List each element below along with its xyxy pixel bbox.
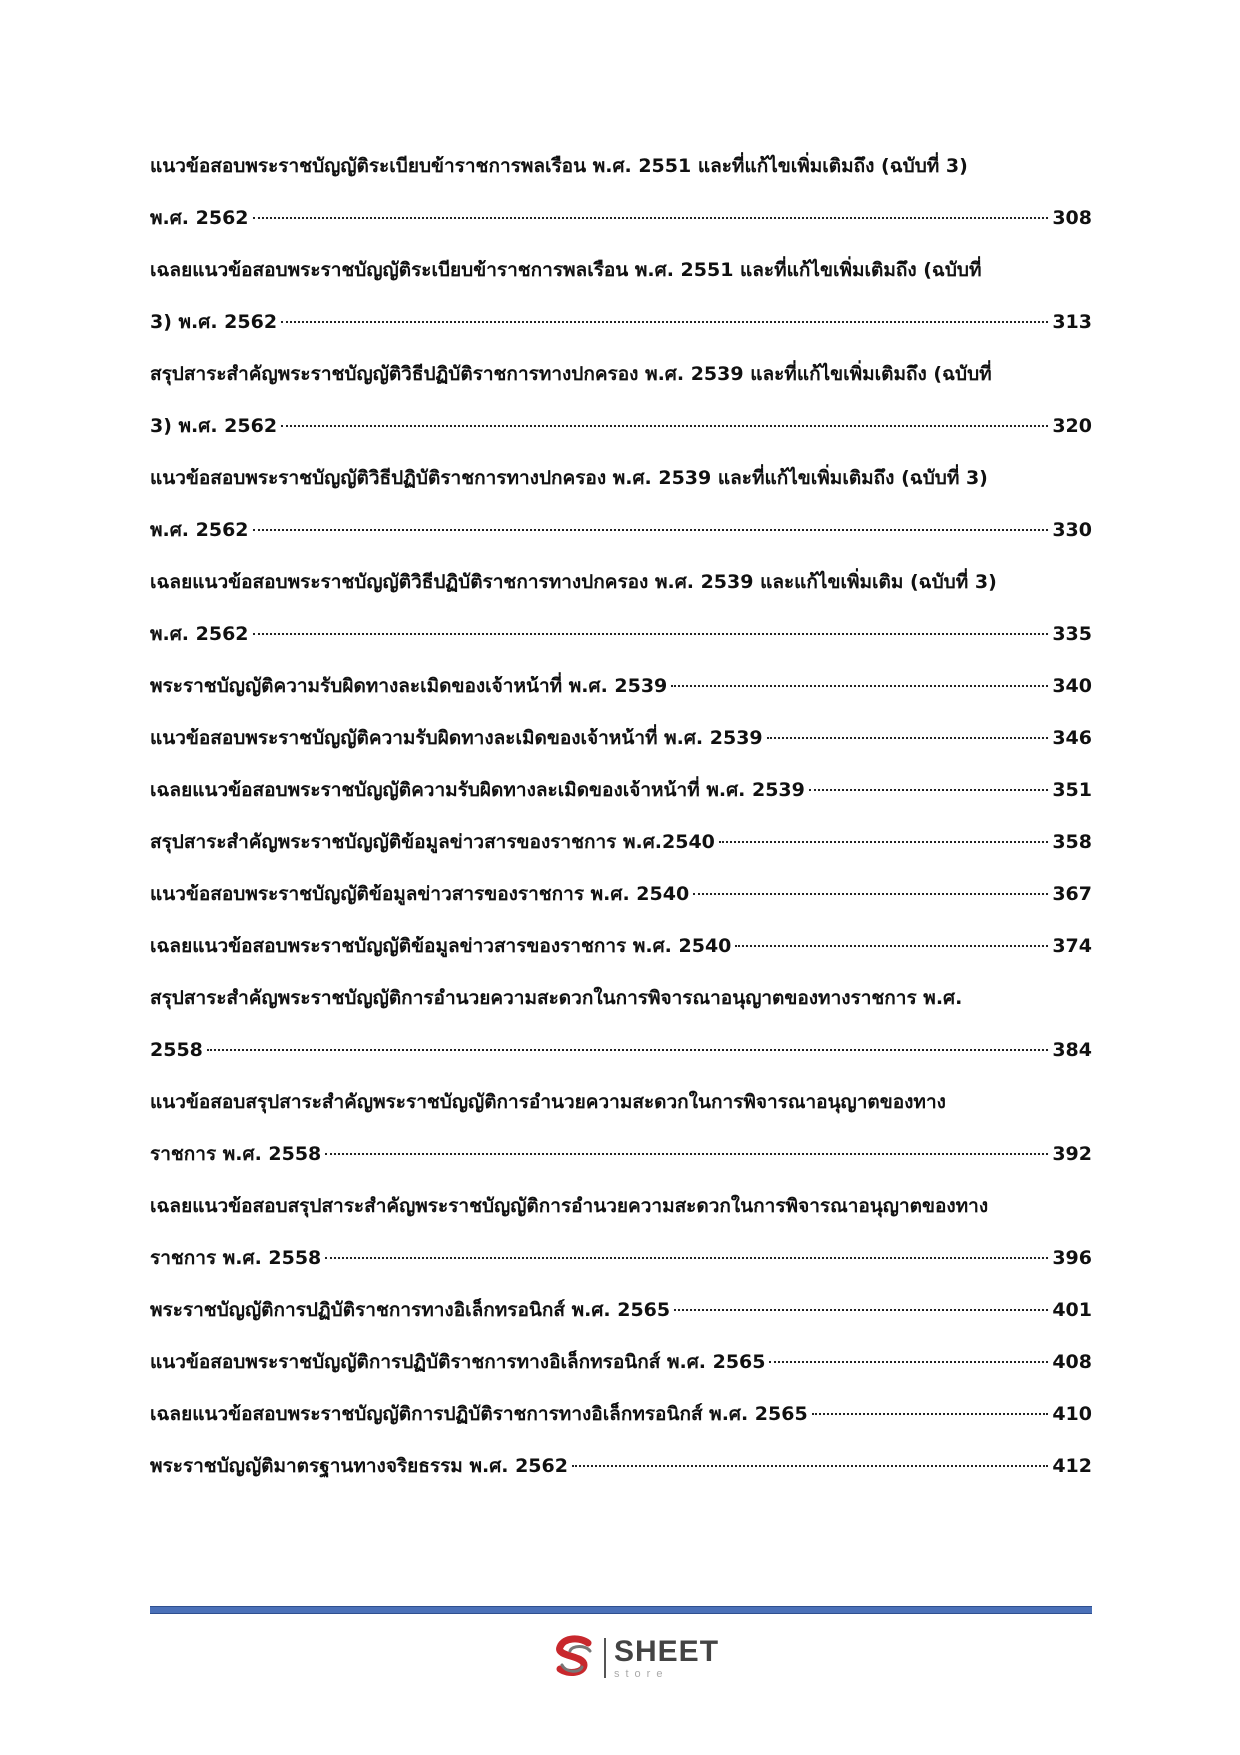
toc-entry[interactable] bbox=[150, 1336, 1092, 1388]
toc-entry-title: แนวข้อสอบพระราชบัญญัติการปฏิบัติราชการทางอิเล็กทรอนิกส์ พ.ศ. 2565 bbox=[150, 1351, 766, 1373]
toc-entry-title: พระราชบัญญัติมาตรฐานทางจริยธรรม พ.ศ. 2562 bbox=[150, 1455, 568, 1477]
logo-text bbox=[614, 1634, 720, 1680]
toc-page-number: 320 bbox=[1052, 415, 1092, 437]
dot-leader bbox=[281, 321, 1048, 323]
dot-leader bbox=[767, 737, 1049, 739]
toc-entry-leader-line bbox=[150, 1336, 1092, 1388]
toc-entry[interactable] bbox=[150, 1180, 1092, 1284]
toc-entry-leader-line bbox=[150, 400, 1092, 452]
dot-leader bbox=[809, 789, 1048, 791]
logo-subtitle: store bbox=[614, 1667, 669, 1680]
toc-entry[interactable] bbox=[150, 920, 1092, 972]
toc-page-number: 384 bbox=[1052, 1039, 1092, 1061]
logo-divider bbox=[604, 1638, 606, 1678]
toc-entry-title: เฉลยแนวข้อสอบพระราชบัญญัติวิธีปฏิบัติราชการทางปกครอง พ.ศ. 2539 และแก้ไขเพิ่มเติม (ฉบับที่ 3) bbox=[150, 571, 997, 593]
toc-entry-title: แนวข้อสอบพระราชบัญญัติข้อมูลข่าวสารของราชการ พ.ศ. 2540 bbox=[150, 883, 690, 905]
toc-entry-title: เฉลยแนวข้อสอบสรุปสาระสำคัญพระราชบัญญัติการอำนวยความสะดวกในการพิจารณาอนุญาตของทาง bbox=[150, 1195, 989, 1217]
toc-entry-leader-line bbox=[150, 1284, 1092, 1336]
toc-entry-title-cont: 2558 bbox=[150, 1039, 203, 1061]
dot-leader bbox=[719, 841, 1048, 843]
toc-entry-title-cont: ราชการ พ.ศ. 2558 bbox=[150, 1247, 322, 1269]
toc-entry[interactable] bbox=[150, 816, 1092, 868]
toc-entry-leader-line bbox=[150, 192, 1092, 244]
sheet-store-logo-icon bbox=[550, 1633, 600, 1683]
toc-page-number: 346 bbox=[1052, 727, 1092, 749]
dot-leader bbox=[693, 893, 1048, 895]
toc-page-number: 396 bbox=[1052, 1247, 1092, 1269]
toc-entry-title: พระราชบัญญัติการปฏิบัติราชการทางอิเล็กทรอนิกส์ พ.ศ. 2565 bbox=[150, 1299, 671, 1321]
toc-page-number: 351 bbox=[1052, 779, 1092, 801]
toc-entry[interactable] bbox=[150, 348, 1092, 452]
footer-logo bbox=[550, 1630, 720, 1686]
toc-page-number: 308 bbox=[1052, 207, 1092, 229]
footer-rule bbox=[150, 1606, 1092, 1614]
dot-leader bbox=[325, 1153, 1048, 1155]
toc-entry[interactable] bbox=[150, 556, 1092, 660]
toc-entry-leader-line bbox=[150, 1232, 1092, 1284]
toc-entry-title: แนวข้อสอบสรุปสาระสำคัญพระราชบัญญัติการอำนวยความสะดวกในการพิจารณาอนุญาตของทาง bbox=[150, 1091, 946, 1113]
toc-entry[interactable] bbox=[150, 660, 1092, 712]
toc-entry-title: สรุปสาระสำคัญพระราชบัญญัติการอำนวยความสะดวกในการพิจารณาอนุญาตของทางราชการ พ.ศ. bbox=[150, 987, 963, 1009]
toc-page-number: 335 bbox=[1052, 623, 1092, 645]
toc-entry[interactable] bbox=[150, 452, 1092, 556]
toc-entry[interactable] bbox=[150, 1076, 1092, 1180]
dot-leader bbox=[735, 945, 1048, 947]
dot-leader bbox=[674, 1309, 1048, 1311]
dot-leader bbox=[812, 1413, 1049, 1415]
toc-entry[interactable] bbox=[150, 868, 1092, 920]
toc-page-number: 410 bbox=[1052, 1403, 1092, 1425]
dot-leader bbox=[572, 1465, 1048, 1467]
toc-entry[interactable] bbox=[150, 244, 1092, 348]
toc-entry-leader-line bbox=[150, 764, 1092, 816]
toc-entry-title: แนวข้อสอบพระราชบัญญัติวิธีปฏิบัติราชการทางปกครอง พ.ศ. 2539 และที่แก้ไขเพิ่มเติมถึง (ฉบับที่ 3) bbox=[150, 467, 988, 489]
dot-leader bbox=[671, 685, 1048, 687]
dot-leader bbox=[253, 217, 1049, 219]
toc-entry-leader-line bbox=[150, 1440, 1092, 1492]
toc-entry-leader-line bbox=[150, 1128, 1092, 1180]
toc-entry-title-cont: 3) พ.ศ. 2562 bbox=[150, 415, 278, 437]
toc-entry[interactable] bbox=[150, 1388, 1092, 1440]
toc-entry[interactable] bbox=[150, 1440, 1092, 1492]
toc-entry-leader-line bbox=[150, 920, 1092, 972]
toc-entry-title: แนวข้อสอบพระราชบัญญัติระเบียบข้าราชการพลเรือน พ.ศ. 2551 และที่แก้ไขเพิ่มเติมถึง (ฉบับที่ 3) bbox=[150, 155, 968, 177]
toc-page-number: 392 bbox=[1052, 1143, 1092, 1165]
toc-entry-leader-line bbox=[150, 816, 1092, 868]
toc-entry-title: เฉลยแนวข้อสอบพระราชบัญญัติข้อมูลข่าวสารของราชการ พ.ศ. 2540 bbox=[150, 935, 732, 957]
toc-entry[interactable] bbox=[150, 140, 1092, 244]
dot-leader bbox=[253, 529, 1049, 531]
dot-leader bbox=[281, 425, 1048, 427]
toc-entry-title: เฉลยแนวข้อสอบพระราชบัญญัติความรับผิดทางละเมิดของเจ้าหน้าที่ พ.ศ. 2539 bbox=[150, 779, 805, 801]
toc-entry-leader-line bbox=[150, 1388, 1092, 1440]
toc-entry-title: แนวข้อสอบพระราชบัญญัติความรับผิดทางละเมิดของเจ้าหน้าที่ พ.ศ. 2539 bbox=[150, 727, 763, 749]
toc-entry-leader-line bbox=[150, 608, 1092, 660]
dot-leader bbox=[325, 1257, 1048, 1259]
toc-entry-title: เฉลยแนวข้อสอบพระราชบัญญัติระเบียบข้าราชการพลเรือน พ.ศ. 2551 และที่แก้ไขเพิ่มเติมถึง (ฉบับที่ bbox=[150, 259, 982, 281]
toc-entry[interactable] bbox=[150, 712, 1092, 764]
toc-entry-leader-line bbox=[150, 1024, 1092, 1076]
dot-leader bbox=[207, 1049, 1048, 1051]
toc-page-number: 412 bbox=[1052, 1455, 1092, 1477]
toc-entry-title-cont: ราชการ พ.ศ. 2558 bbox=[150, 1143, 322, 1165]
table-of-contents bbox=[150, 140, 1092, 1492]
toc-entry-title: สรุปสาระสำคัญพระราชบัญญัติข้อมูลข่าวสารของราชการ พ.ศ.2540 bbox=[150, 831, 715, 853]
toc-entry[interactable] bbox=[150, 764, 1092, 816]
toc-entry-title: สรุปสาระสำคัญพระราชบัญญัติวิธีปฏิบัติราชการทางปกครอง พ.ศ. 2539 และที่แก้ไขเพิ่มเติมถึง (ฉบับที่ bbox=[150, 363, 992, 385]
toc-entry-title-cont: พ.ศ. 2562 bbox=[150, 623, 249, 645]
toc-entry[interactable] bbox=[150, 972, 1092, 1076]
dot-leader bbox=[253, 633, 1049, 635]
toc-page-number: 401 bbox=[1052, 1299, 1092, 1321]
toc-entry-title-cont: พ.ศ. 2562 bbox=[150, 207, 249, 229]
toc-page-number: 340 bbox=[1052, 675, 1092, 697]
toc-page-number: 374 bbox=[1052, 935, 1092, 957]
logo-brand: SHEET bbox=[614, 1634, 720, 1668]
toc-page-number: 358 bbox=[1052, 831, 1092, 853]
toc-entry-title: พระราชบัญญัติความรับผิดทางละเมิดของเจ้าหน้าที่ พ.ศ. 2539 bbox=[150, 675, 668, 697]
toc-page-number: 367 bbox=[1052, 883, 1092, 905]
toc-entry-title: เฉลยแนวข้อสอบพระราชบัญญัติการปฏิบัติราชการทางอิเล็กทรอนิกส์ พ.ศ. 2565 bbox=[150, 1403, 808, 1425]
toc-entry-title-cont: 3) พ.ศ. 2562 bbox=[150, 311, 278, 333]
toc-entry-leader-line bbox=[150, 660, 1092, 712]
toc-entry-leader-line bbox=[150, 712, 1092, 764]
toc-page-number: 313 bbox=[1052, 311, 1092, 333]
toc-page-number: 330 bbox=[1052, 519, 1092, 541]
dot-leader bbox=[769, 1361, 1048, 1363]
toc-entry[interactable] bbox=[150, 1284, 1092, 1336]
toc-entry-leader-line bbox=[150, 296, 1092, 348]
toc-page-number: 408 bbox=[1052, 1351, 1092, 1373]
toc-entry-title-cont: พ.ศ. 2562 bbox=[150, 519, 249, 541]
toc-entry-leader-line bbox=[150, 504, 1092, 556]
toc-entry-leader-line bbox=[150, 868, 1092, 920]
